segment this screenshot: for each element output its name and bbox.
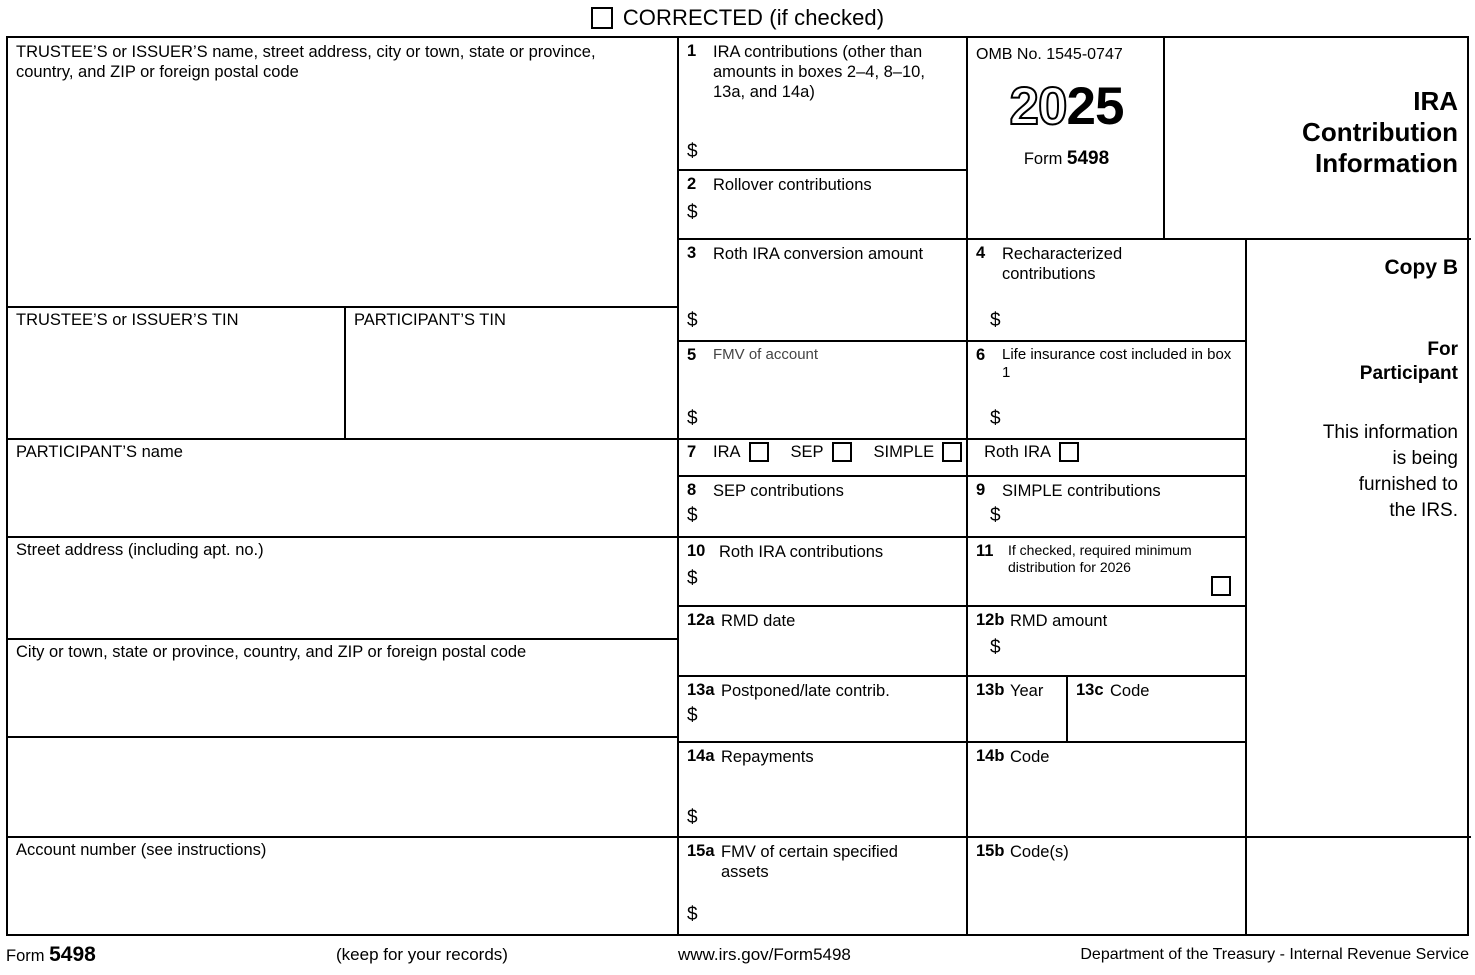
box-1-number: 1 xyxy=(687,42,697,60)
box-13b[interactable] xyxy=(968,677,1065,741)
box-12b-dollar-sign: $ xyxy=(990,637,1001,658)
box-15a-label: FMV of certain specified assets xyxy=(721,843,898,881)
participant-name-field[interactable] xyxy=(8,438,677,536)
box-13a[interactable] xyxy=(679,677,966,741)
box-1-label: IRA contributions (other than amounts in boxes 2–4, 8–10, 13a, and 14a) xyxy=(713,43,925,101)
trustee-name-field[interactable] xyxy=(8,38,677,306)
box-4-number: 4 xyxy=(976,244,986,262)
footer-form-id xyxy=(6,943,96,967)
box-8-number: 8 xyxy=(687,481,697,499)
box-13a-dollar-sign: $ xyxy=(687,705,698,726)
box-1-dollar-sign: $ xyxy=(687,141,698,162)
divider-omb-right xyxy=(1163,38,1165,238)
box-4-label: Recharacterized contributions xyxy=(1002,245,1123,283)
box-14b-number: 14b xyxy=(976,747,1005,765)
box-13b-number: 13b xyxy=(976,681,1005,699)
box-14b[interactable] xyxy=(968,743,1245,836)
box-2-number: 2 xyxy=(687,175,697,193)
box-11[interactable] xyxy=(968,538,1245,605)
corrected-label: CORRECTED (if checked) xyxy=(622,5,885,30)
box-15a-number: 15a xyxy=(687,842,715,860)
box-11-label: If checked, required minimum distribution for 2026 xyxy=(1008,542,1192,575)
account-number-field[interactable] xyxy=(8,836,677,934)
box-11-number: 11 xyxy=(976,542,994,560)
participant-tin-label: PARTICIPANT’S TIN xyxy=(354,311,506,329)
rmd-required-checkbox[interactable] xyxy=(1211,576,1231,596)
box-13c-number: 13c xyxy=(1076,681,1104,699)
box-2-label: Rollover contributions xyxy=(713,176,872,194)
box-10-number: 10 xyxy=(687,542,706,560)
for-line-2: Participant xyxy=(1359,363,1458,384)
box-15a[interactable] xyxy=(679,838,966,934)
box-9-dollar-sign: $ xyxy=(990,505,1001,526)
omb-year-block xyxy=(968,38,1163,238)
street-address-field[interactable] xyxy=(8,536,677,638)
title-line-1: IRA xyxy=(1413,86,1458,116)
footer-url[interactable]: www.irs.gov/Form5498 xyxy=(678,945,851,964)
participant-name-label: PARTICIPANT’S name xyxy=(16,443,183,461)
trustee-name-label: TRUSTEE’S or ISSUER’S name, street address, city or town, state or province, country, and ZIP or foreign postal code xyxy=(16,43,596,81)
box-5-number: 5 xyxy=(687,346,697,364)
year-suffix: 25 xyxy=(1066,77,1124,136)
street-address-label: Street address (including apt. no.) xyxy=(16,541,264,559)
box-12b[interactable] xyxy=(968,607,1245,675)
box-1[interactable] xyxy=(679,38,966,169)
form-title xyxy=(1188,86,1458,179)
box-6-dollar-sign: $ xyxy=(990,408,1001,429)
copy-label xyxy=(1188,256,1458,280)
box-13b-label: Year xyxy=(1010,682,1044,700)
box-13a-label: Postponed/late contrib. xyxy=(721,682,890,700)
box-12b-number: 12b xyxy=(976,611,1005,629)
city-state-zip-field[interactable] xyxy=(8,638,677,736)
simple-checkbox[interactable] xyxy=(942,442,962,462)
copy-b-text: Copy B xyxy=(1384,256,1458,279)
footer-form-label: Form xyxy=(6,947,45,965)
roth-ira-checkbox[interactable] xyxy=(1059,442,1079,462)
box-8[interactable] xyxy=(679,477,966,536)
box-7-roth-label: Roth IRA xyxy=(984,442,1052,461)
form-footer xyxy=(6,940,1469,972)
omb-form-number: 5498 xyxy=(1066,148,1110,169)
box-7-number: 7 xyxy=(687,442,697,461)
trustee-tin-label: TRUSTEE’S or ISSUER’S TIN xyxy=(16,311,239,329)
box-13c-label: Code xyxy=(1110,682,1150,700)
city-state-zip-label: City or town, state or province, country, and ZIP or foreign postal code xyxy=(16,643,527,661)
box-8-dollar-sign: $ xyxy=(687,505,698,526)
irs-notice xyxy=(1168,420,1458,524)
box-6-label: Life insurance cost included in box 1 xyxy=(1002,346,1232,381)
box-13a-number: 13a xyxy=(687,681,715,699)
box-4[interactable] xyxy=(968,240,1245,340)
box-14a-number: 14a xyxy=(687,747,715,765)
box-2[interactable] xyxy=(679,171,966,238)
left-blank-field[interactable] xyxy=(8,736,677,836)
box-6-number: 6 xyxy=(976,346,986,364)
form-body xyxy=(6,36,1469,936)
title-line-3: Information xyxy=(1315,148,1458,178)
account-number-label: Account number (see instructions) xyxy=(16,841,267,859)
box-15b-label: Code(s) xyxy=(1010,843,1069,861)
box-10-dollar-sign: $ xyxy=(687,568,698,589)
ira-checkbox[interactable] xyxy=(749,442,769,462)
box-5[interactable] xyxy=(679,342,966,438)
box-9-label: SIMPLE contributions xyxy=(1002,482,1161,500)
box-3[interactable] xyxy=(679,240,966,340)
box-15b[interactable] xyxy=(968,838,1245,934)
corrected-row xyxy=(0,0,1475,36)
box-7-ira-label: IRA xyxy=(713,442,741,461)
box-5-label: FMV of account xyxy=(713,346,819,363)
box-5-dollar-sign: $ xyxy=(687,408,698,429)
box-10-label: Roth IRA contributions xyxy=(719,543,884,561)
notice-line-1: This information xyxy=(1322,422,1458,443)
title-line-2: Contribution xyxy=(1302,117,1458,147)
footer-form-number: 5498 xyxy=(49,943,96,966)
box-14b-label: Code xyxy=(1010,748,1050,766)
corrected-checkbox[interactable] xyxy=(591,7,613,29)
trustee-tin-field[interactable] xyxy=(8,306,344,438)
notice-line-4: the IRS. xyxy=(1389,500,1458,521)
box-12a-number: 12a xyxy=(687,611,715,629)
box-14a[interactable] xyxy=(679,743,966,836)
box-7-simple-label: SIMPLE xyxy=(873,442,935,461)
box-7-sep-label: SEP xyxy=(790,442,824,461)
box-12a-label: RMD date xyxy=(721,612,796,630)
box-2-dollar-sign: $ xyxy=(687,202,698,223)
notice-line-2: is being xyxy=(1392,448,1458,469)
box-9-number: 9 xyxy=(976,481,986,499)
box-8-label: SEP contributions xyxy=(713,482,844,500)
sep-checkbox[interactable] xyxy=(832,442,852,462)
notice-line-3: furnished to xyxy=(1358,474,1458,495)
participant-tin-field[interactable] xyxy=(346,306,677,438)
for-line-1: For xyxy=(1427,339,1458,360)
box-12a[interactable] xyxy=(679,607,966,675)
box-15b-number: 15b xyxy=(976,842,1005,860)
box-13c[interactable] xyxy=(1068,677,1245,741)
box-7[interactable] xyxy=(679,440,1245,475)
box-3-label: Roth IRA conversion amount xyxy=(713,245,924,263)
box-15a-dollar-sign: $ xyxy=(687,904,698,925)
box-14a-label: Repayments xyxy=(721,748,814,766)
omb-number: OMB No. 1545-0747 xyxy=(976,46,1123,63)
year-prefix: 20 xyxy=(1009,77,1067,136)
box-4-dollar-sign: $ xyxy=(990,310,1001,331)
for-participant-label xyxy=(1188,338,1458,386)
box-10[interactable] xyxy=(679,538,966,605)
box-12b-label: RMD amount xyxy=(1010,612,1108,630)
box-3-number: 3 xyxy=(687,244,697,262)
footer-keep-note: (keep for your records) xyxy=(336,945,508,964)
omb-form-label: Form xyxy=(1023,150,1063,168)
footer-department: Department of the Treasury - Internal Revenue Service xyxy=(1080,946,1469,963)
box-14a-dollar-sign: $ xyxy=(687,807,698,828)
box-3-dollar-sign: $ xyxy=(687,310,698,331)
